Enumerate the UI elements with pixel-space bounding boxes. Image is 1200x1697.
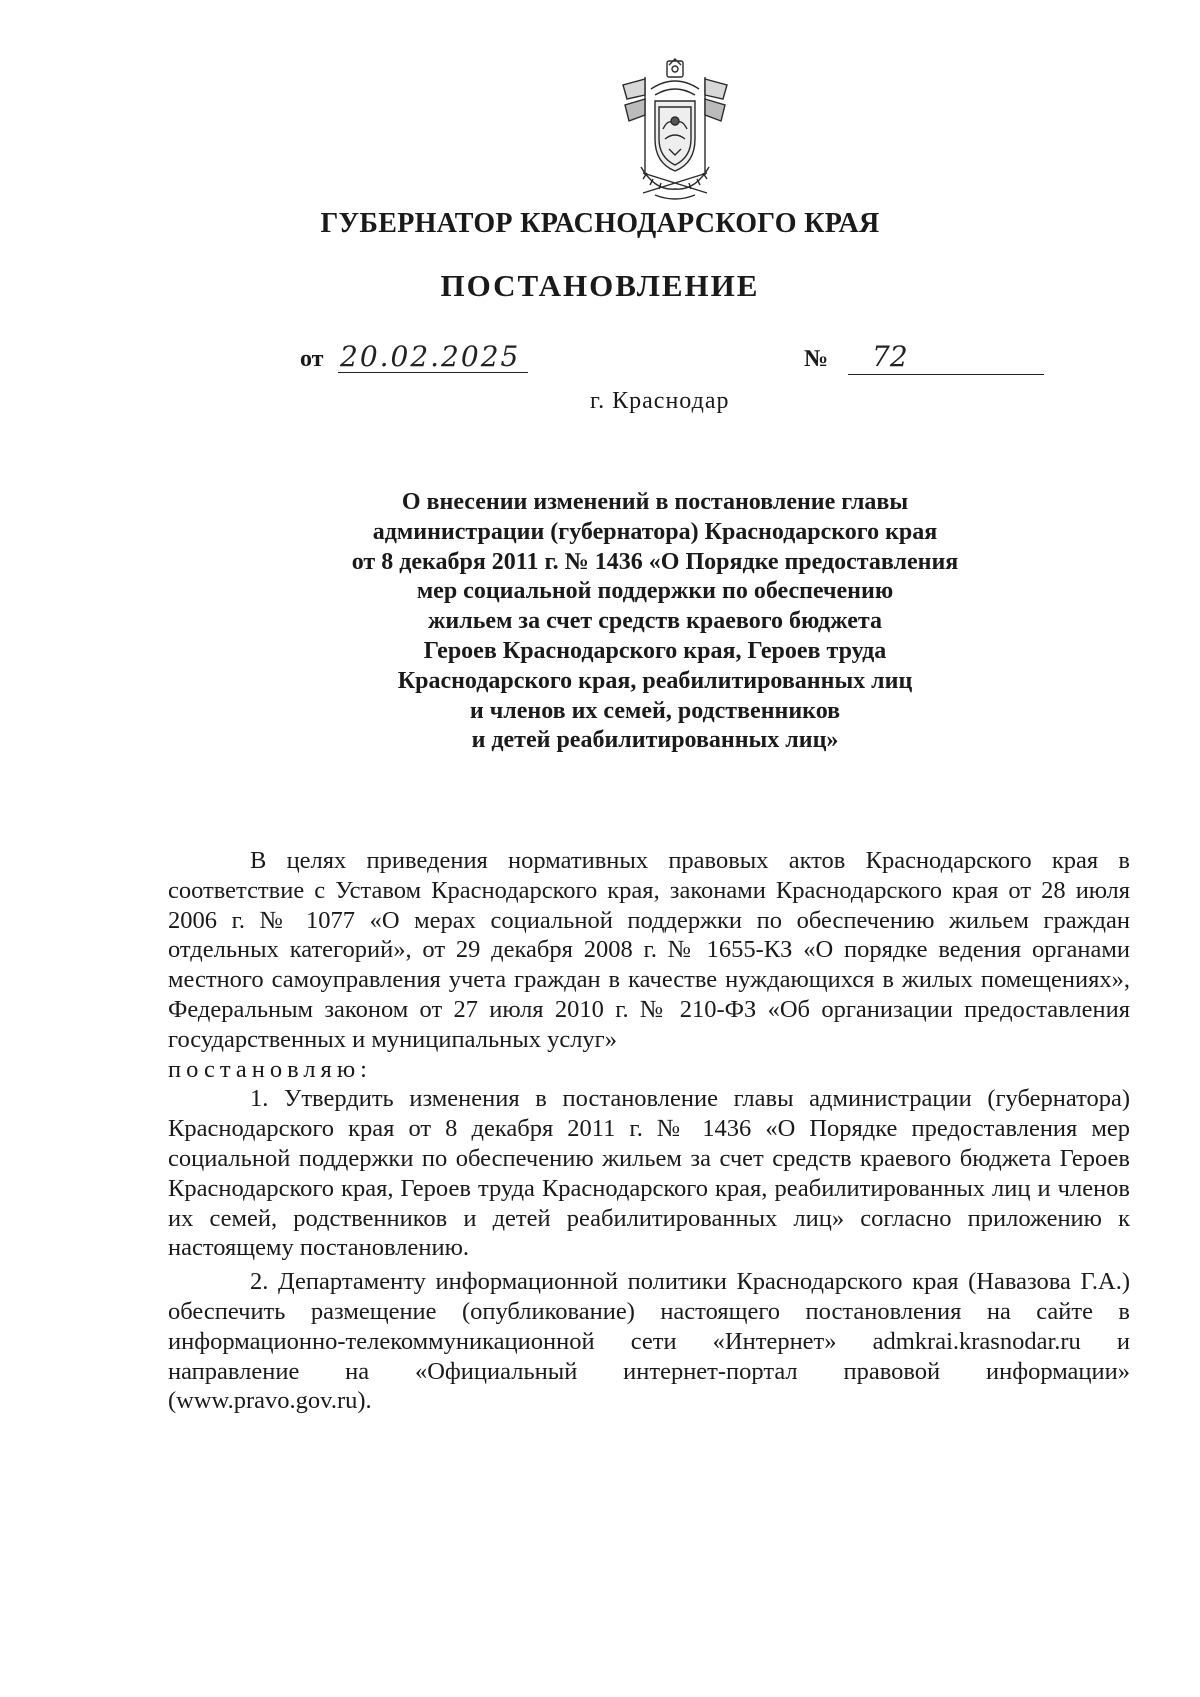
title-line: Краснодарского края, реабилитированных лиц [397, 667, 913, 694]
title-line: Героев Краснодарского края, Героев труда [423, 637, 887, 664]
title-line: мер социальной поддержки по обеспечению [416, 578, 894, 605]
document-body [168, 846, 1130, 1416]
coat-of-arms-icon [615, 55, 735, 205]
number-underline [848, 374, 1044, 375]
title-line: администрации (губернатора) Краснодарского края [372, 518, 938, 545]
document-title [250, 488, 1060, 756]
title-line: О внесении изменений в постановление главы [401, 489, 909, 515]
item-1-paragraph: 1. Утвердить изменения в постановление главы администрации (губернатора) Краснодарского края от 8 декабря 2011 г. № 1436 «О Порядке предоставления мер социальной поддержки по обеспечению жильем за счет средств краевого бюджета Героев Краснодарского края, Героев труда Краснодарского края, реабилитированных лиц и членов их семей, родственников и детей реабилитированных лиц» согласно приложению к настоящему постановлению. [168, 1085, 1130, 1262]
preamble-paragraph: В целях приведения нормативных правовых актов Краснодарского края в соответствие с Уставом Краснодарского края, законами Краснодарского края от 28 июля 2006 г. № 1077 «О мерах социальной поддержки по обеспечению жильем граждан отдельных категорий», от 29 декабря 2008 г. № 1655-КЗ «О порядке ведения органами местного самоуправления учета граждан в качестве нуждающихся в жилых помещениях», Федеральным законом от 27 июля 2010 г. № 210-ФЗ «Об организации предоставления государственных и муниципальных услуг» [168, 847, 1130, 1053]
number-label: № [804, 346, 829, 372]
title-line: и членов их семей, родственников [469, 697, 841, 724]
document-date: 20.02.2025 [340, 340, 521, 373]
city: г. Краснодар [590, 388, 730, 414]
issuing-authority: ГУБЕРНАТОР КРАСНОДАРСКОГО КРАЯ [320, 208, 880, 239]
document-type: ПОСТАНОВЛЕНИЕ [440, 268, 760, 303]
title-line: жильем за счет средств краевого бюджета [428, 608, 882, 635]
resolve-word: постановляю: [168, 1055, 372, 1083]
item-2-paragraph: 2. Департаменту информационной политики Краснодарского края (Навазова Г.А.) обеспечить размещение (опубликование) настоящего постановления на сайте в информационно-телекоммуникационной сети «Интернет» admkrai.krasnodar.ru и направление на «Официальный интернет-портал правовой информации» (www.pravo.gov.ru). [168, 1268, 1130, 1415]
date-underline [338, 372, 528, 373]
document-number: 72 [872, 340, 908, 373]
date-number-line [300, 340, 1060, 380]
title-line: и детей реабилитированных лиц» [471, 727, 839, 754]
title-line: от 8 декабря 2011 г. № 1436 «О Порядке предоставления [351, 548, 959, 575]
date-prefix: от [300, 346, 324, 372]
